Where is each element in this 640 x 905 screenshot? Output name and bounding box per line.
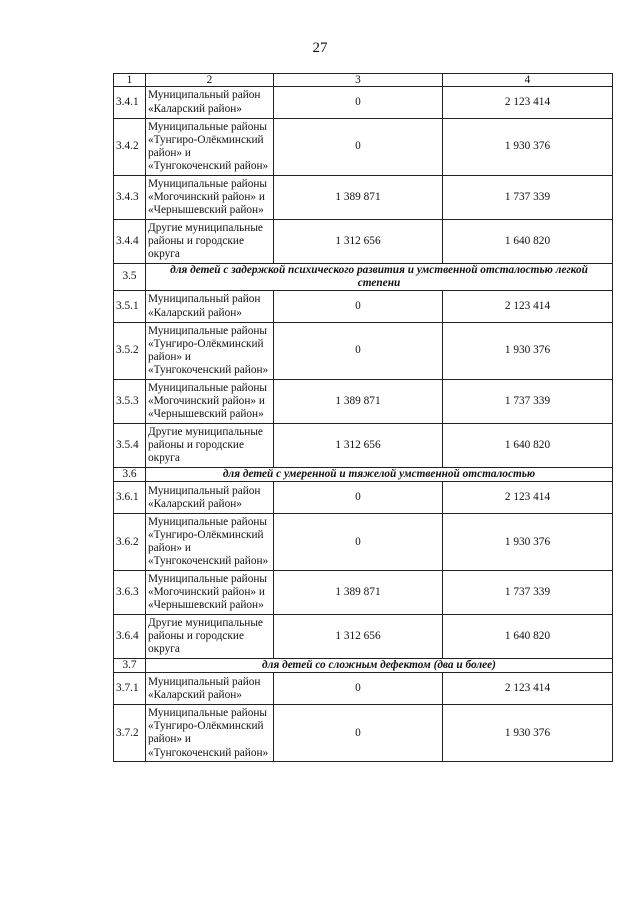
table-row [114, 87, 613, 119]
row-number: 3.4.4 [114, 220, 146, 264]
value-col4: 2 123 414 [443, 291, 613, 323]
district-name: Муниципальные районы «Тунгиро-Олёкминский район» и «Тунгокоченский район» [146, 514, 274, 571]
district-name: Другие муниципальные районы и городские округа [146, 424, 274, 468]
district-name: Муниципальный район «Каларский район» [146, 291, 274, 323]
district-name: Другие муниципальные районы и городские округа [146, 220, 274, 264]
table-row [114, 424, 613, 468]
table-row [114, 291, 613, 323]
table-row [114, 482, 613, 514]
table-row [114, 119, 613, 176]
row-number: 3.7.2 [114, 705, 146, 762]
section-row [114, 659, 613, 673]
value-col4: 1 737 339 [443, 571, 613, 615]
district-name: Другие муниципальные районы и городские округа [146, 615, 274, 659]
value-col4: 1 737 339 [443, 380, 613, 424]
tariff-table [113, 73, 613, 762]
district-name: Муниципальный район «Каларский район» [146, 673, 274, 705]
section-number: 3.5 [114, 264, 146, 291]
value-col3: 1 312 656 [274, 424, 443, 468]
row-number: 3.7.1 [114, 673, 146, 705]
table-row [114, 705, 613, 762]
table-row [114, 615, 613, 659]
district-name: Муниципальные районы «Могочинский район» и «Чернышевский район» [146, 380, 274, 424]
value-col4: 1 737 339 [443, 176, 613, 220]
value-col3: 1 389 871 [274, 571, 443, 615]
table-header-row [114, 74, 613, 87]
table-row [114, 220, 613, 264]
value-col4: 1 930 376 [443, 119, 613, 176]
section-number: 3.7 [114, 659, 146, 673]
value-col4: 2 123 414 [443, 87, 613, 119]
row-number: 3.6.4 [114, 615, 146, 659]
row-number: 3.5.2 [114, 323, 146, 380]
value-col3: 0 [274, 705, 443, 762]
row-number: 3.4.1 [114, 87, 146, 119]
row-number: 3.6.3 [114, 571, 146, 615]
row-number: 3.6.1 [114, 482, 146, 514]
section-title: для детей с задержкой психического развития и умственной отсталостью легкой степени [146, 264, 613, 291]
table-row [114, 514, 613, 571]
header-cell: 2 [146, 74, 274, 87]
value-col3: 1 389 871 [274, 380, 443, 424]
value-col3: 0 [274, 323, 443, 380]
table-row [114, 176, 613, 220]
value-col4: 1 930 376 [443, 323, 613, 380]
section-row [114, 468, 613, 482]
value-col4: 1 930 376 [443, 514, 613, 571]
page-number: 27 [312, 40, 328, 56]
value-col4: 1 640 820 [443, 220, 613, 264]
district-name: Муниципальные районы «Могочинский район» и «Чернышевский район» [146, 571, 274, 615]
row-number: 3.5.1 [114, 291, 146, 323]
section-title: для детей со сложным дефектом (два и более) [146, 659, 613, 673]
district-name: Муниципальные районы «Тунгиро-Олёкминский район» и «Тунгокоченский район» [146, 323, 274, 380]
value-col3: 1 312 656 [274, 220, 443, 264]
value-col4: 1 930 376 [443, 705, 613, 762]
value-col3: 0 [274, 514, 443, 571]
table-row [114, 323, 613, 380]
value-col4: 1 640 820 [443, 615, 613, 659]
section-number: 3.6 [114, 468, 146, 482]
district-name: Муниципальные районы «Могочинский район» и «Чернышевский район» [146, 176, 274, 220]
district-name: Муниципальные районы «Тунгиро-Олёкминский район» и «Тунгокоченский район» [146, 705, 274, 762]
header-cell: 3 [274, 74, 443, 87]
row-number: 3.6.2 [114, 514, 146, 571]
table-row [114, 380, 613, 424]
value-col3: 0 [274, 119, 443, 176]
table-row [114, 673, 613, 705]
district-name: Муниципальные районы «Тунгиро-Олёкминский район» и «Тунгокоченский район» [146, 119, 274, 176]
value-col4: 1 640 820 [443, 424, 613, 468]
district-name: Муниципальный район «Каларский район» [146, 482, 274, 514]
value-col3: 1 312 656 [274, 615, 443, 659]
header-cell: 1 [114, 74, 146, 87]
value-col3: 0 [274, 673, 443, 705]
value-col3: 0 [274, 291, 443, 323]
table-row [114, 571, 613, 615]
value-col4: 2 123 414 [443, 482, 613, 514]
row-number: 3.5.4 [114, 424, 146, 468]
value-col3: 0 [274, 87, 443, 119]
row-number: 3.5.3 [114, 380, 146, 424]
row-number: 3.4.3 [114, 176, 146, 220]
value-col3: 0 [274, 482, 443, 514]
section-title: для детей с умеренной и тяжелой умственной отсталостью [146, 468, 613, 482]
district-name: Муниципальный район «Каларский район» [146, 87, 274, 119]
value-col3: 1 389 871 [274, 176, 443, 220]
header-cell: 4 [443, 74, 613, 87]
section-row [114, 264, 613, 291]
value-col4: 2 123 414 [443, 673, 613, 705]
row-number: 3.4.2 [114, 119, 146, 176]
